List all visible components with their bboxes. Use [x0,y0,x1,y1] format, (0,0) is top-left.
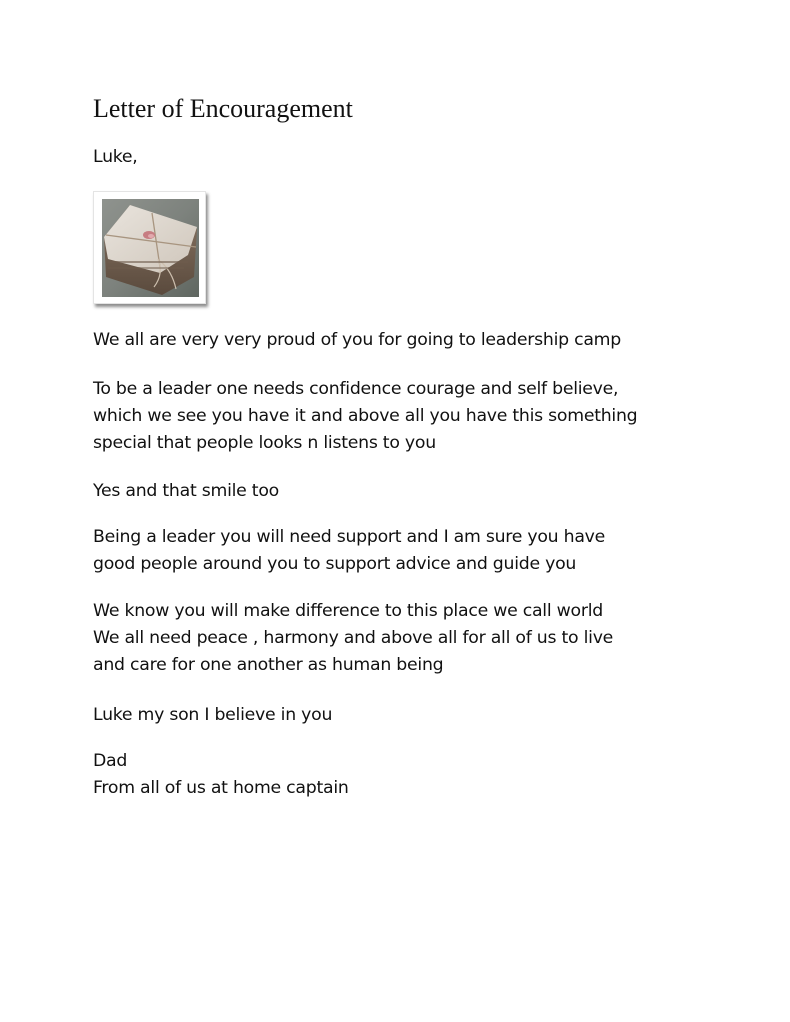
paragraph-1 [93,327,621,354]
paragraph-line: We all need peace , harmony and above all for all of us to live [93,628,614,648]
paragraph-line: Yes and that smile too [93,481,279,501]
salutation [93,144,138,171]
signature-name: Dad [93,751,128,771]
paragraph-line: which we see you have it and above all you have this something [93,406,638,426]
paragraph-line: Being a leader you will need support and I am sure you have [93,527,606,547]
paragraph-6 [93,702,332,729]
paragraph-line: Luke my son I believe in you [93,705,333,725]
signature-note: From all of us at home captain [93,778,349,798]
paragraph-2 [93,376,637,457]
paragraph-5 [93,598,613,679]
paragraph-line: good people around you to support advice and guide you [93,554,577,574]
page-title: Letter of Encouragement [93,94,353,123]
paragraph-line: and care for one another as human being [93,655,444,675]
paragraph-line: We all are very very proud of you for going to leadership camp [93,330,621,350]
salutation-text: Luke, [93,147,138,167]
paragraph-4 [93,524,605,578]
letters-photo-frame [93,191,206,304]
paragraph-3 [93,478,279,505]
letters-photo-icon [102,199,199,297]
paragraph-line: To be a leader one needs confidence courage and self believe, [93,379,619,399]
paragraph-line: We know you will make difference to this place we call world [93,601,603,621]
paragraph-line: special that people looks n listens to you [93,433,436,453]
signature [93,748,349,802]
